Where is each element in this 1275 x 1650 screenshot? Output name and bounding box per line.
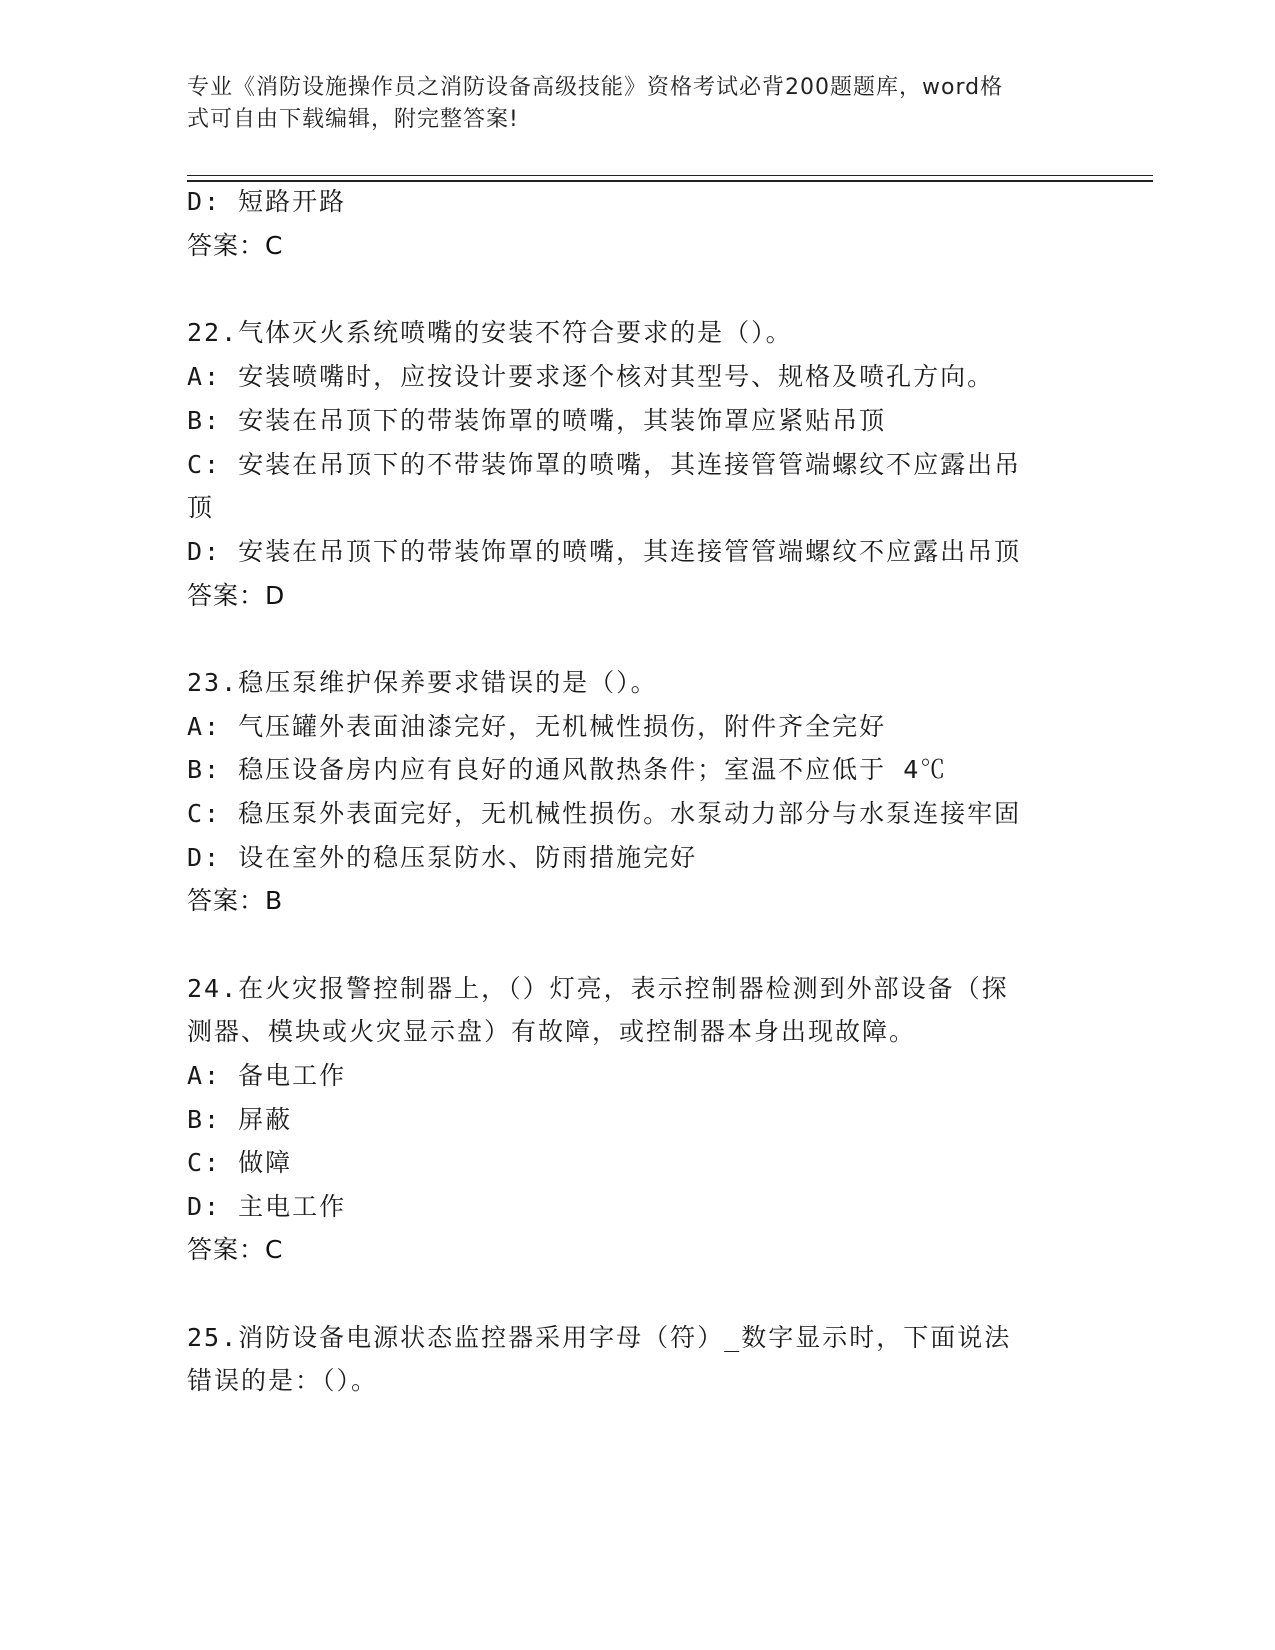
q24-option-c: C: 做障 [187,1148,293,1177]
q25-question-line-1: 25.消防设备电源状态监控器采用字母（符）_数字显示时，下面说法 [187,1323,1012,1352]
q22-option-c-line-2: 顶 [187,493,215,522]
q23-option-c: C: 稳压泵外表面完好，无机械性损伤。水泵动力部分与水泵连接牢固 [187,799,1022,828]
prev-answer: 答案：C [187,231,284,260]
q22-option-c-line-1: C: 安装在吊顶下的不带装饰罩的喷嘴，其连接管管端螺纹不应露出吊 [187,450,1022,479]
q23-option-b: B: 稳压设备房内应有良好的通风散热条件；室温不应低于 4℃ [187,755,948,784]
q24-question-line-1: 24.在火灾报警控制器上，（）灯亮，表示控制器检测到外部设备（探 [187,974,1009,1003]
q24-option-b: B: 屏蔽 [187,1105,293,1134]
q24-option-a: A: 备电工作 [187,1061,347,1090]
q22-option-a: A: 安装喷嘴时，应按设计要求逐个核对其型号、规格及喷孔方向。 [187,362,995,391]
q23-option-a: A: 气压罐外表面油漆完好，无机械性损伤，附件齐全完好 [187,712,887,741]
header-line-2: 式可自由下载编辑，附完整答案! [187,107,519,132]
q23-answer: 答案：B [187,886,284,915]
header-divider-thin [187,175,1153,176]
document-header [187,72,1067,136]
q22-question: 22.气体灭火系统喷嘴的安装不符合要求的是（）。 [187,318,793,347]
q22-option-d: D: 安装在吊顶下的带装饰罩的喷嘴，其连接管管端螺纹不应露出吊顶 [187,537,1022,566]
q22-option-b: B: 安装在吊顶下的带装饰罩的喷嘴，其装饰罩应紧贴吊顶 [187,406,887,435]
q23-question: 23.稳压泵维护保养要求错误的是（）。 [187,668,658,697]
q22-answer: 答案：D [187,581,286,610]
q23-option-d: D: 设在室外的稳压泵防水、防雨措施完好 [187,843,698,872]
q25-question-line-2: 错误的是：（）。 [187,1366,379,1395]
header-line-1: 专业《消防设施操作员之消防设备高级技能》资格考试必背200题题库，word格 [187,75,1004,100]
q24-question-line-2: 测器、模块或火灾显示盘）有故障，或控制器本身出现故障。 [187,1017,917,1046]
q24-option-d: D: 主电工作 [187,1192,347,1221]
header-divider-thick [187,180,1153,182]
q24-answer: 答案：C [187,1235,284,1264]
prev-option-d: D: 短路开路 [187,187,347,216]
